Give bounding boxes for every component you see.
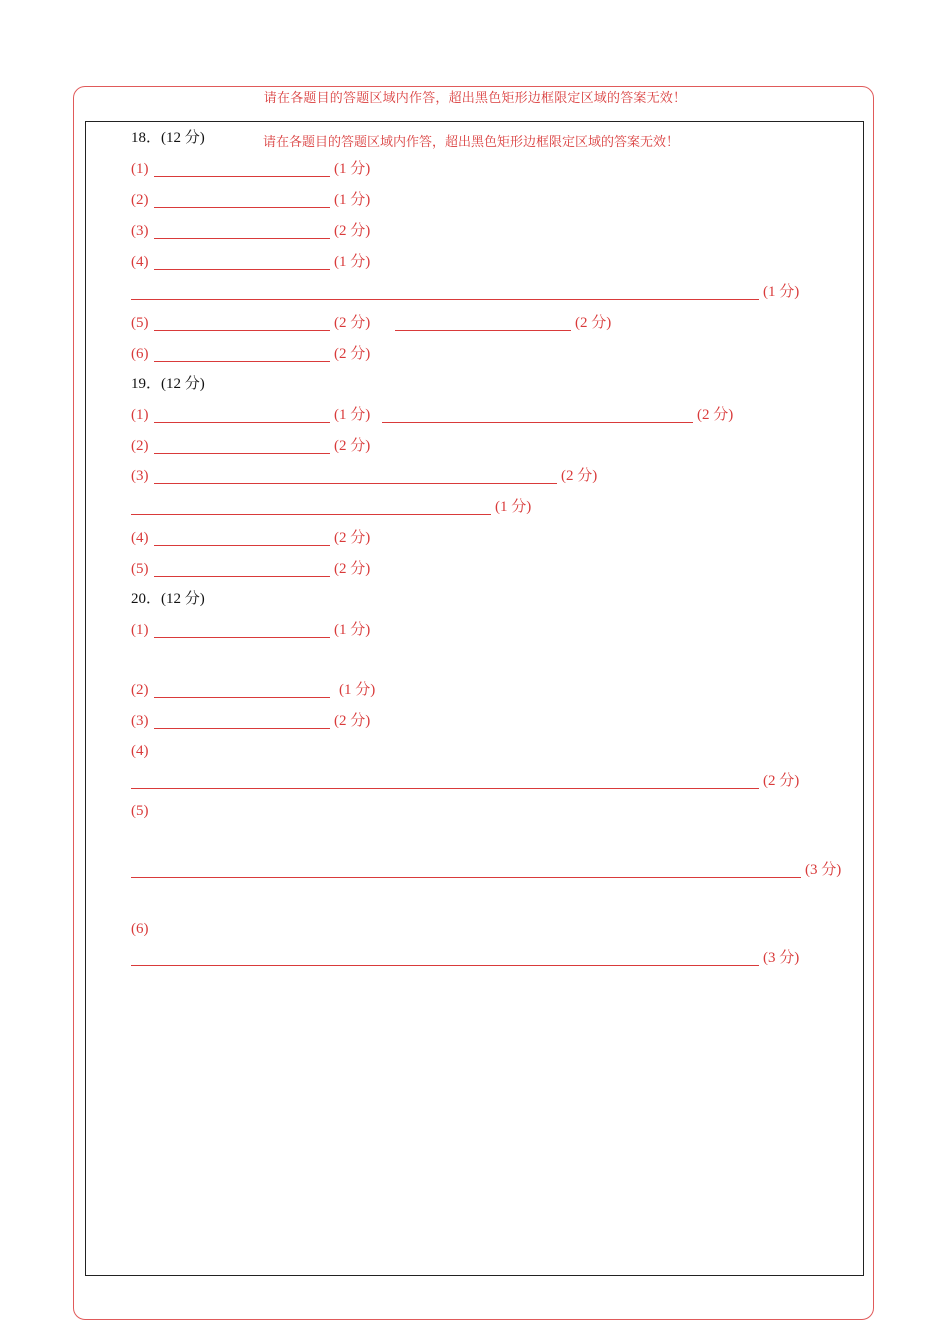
q19-part5-label: (5)	[131, 561, 149, 577]
q20-part4-score: (2 分)	[763, 773, 800, 789]
q20-part1-score: (1 分)	[334, 622, 371, 638]
q18-part5-label: (5)	[131, 315, 149, 331]
q18-part4-answer-line[interactable]	[154, 269, 330, 270]
q18-part1-label: (1)	[131, 161, 149, 177]
q18-part4-score: (1 分)	[334, 254, 371, 270]
q18-part2-label: (2)	[131, 192, 149, 208]
q19-part2-score: (2 分)	[334, 438, 371, 454]
q20-part6-label: (6)	[131, 921, 149, 937]
q18-part1-answer-line[interactable]	[154, 176, 330, 177]
q19-part3-score-a: (2 分)	[561, 468, 598, 484]
q19-title: 19．(12 分)	[131, 376, 205, 392]
q20-part2-answer-line[interactable]	[154, 697, 330, 698]
q20-part2-label: (2)	[131, 682, 149, 698]
q19-part4-answer-line[interactable]	[154, 545, 330, 546]
q18-part4-long-score: (1 分)	[763, 284, 800, 300]
q18-part6-label: (6)	[131, 346, 149, 362]
q18-part3-label: (3)	[131, 223, 149, 239]
q19-part1-answer-line-a[interactable]	[154, 422, 330, 423]
q18-part6-answer-line[interactable]	[154, 361, 330, 362]
q20-part2-score: (1 分)	[339, 682, 376, 698]
q18-part6-score: (2 分)	[334, 346, 371, 362]
q18-part4-label: (4)	[131, 254, 149, 270]
q20-part1-label: (1)	[131, 622, 149, 638]
q18-part4-long-answer-line[interactable]	[131, 299, 759, 300]
q19-part4-label: (4)	[131, 530, 149, 546]
q19-part3-label: (3)	[131, 468, 149, 484]
q19-part1-label: (1)	[131, 407, 149, 423]
q20-part3-answer-line[interactable]	[154, 728, 330, 729]
q19-part3-second-answer-line[interactable]	[131, 514, 491, 515]
q19-part4-score: (2 分)	[334, 530, 371, 546]
q18-part3-score: (2 分)	[334, 223, 371, 239]
q20-part6-answer-line[interactable]	[131, 965, 759, 966]
q20-part3-score: (2 分)	[334, 713, 371, 729]
answer-region-border	[85, 121, 864, 1276]
top-notice: 请在各题目的答题区域内作答，超出黑色矩形边框限定区域的答案无效！	[263, 90, 687, 105]
q20-part4-answer-line[interactable]	[131, 788, 759, 789]
q20-part1-answer-line[interactable]	[154, 637, 330, 638]
q19-part5-answer-line[interactable]	[154, 576, 330, 577]
q19-part2-answer-line[interactable]	[154, 453, 330, 454]
q20-part3-label: (3)	[131, 713, 149, 729]
q18-part5-score-b: (2 分)	[575, 315, 612, 331]
q18-part2-answer-line[interactable]	[154, 207, 330, 208]
q19-part1-score-b: (2 分)	[697, 407, 734, 423]
q20-part5-answer-line[interactable]	[131, 877, 801, 878]
q19-part1-answer-line-b[interactable]	[382, 422, 693, 423]
q19-part3-answer-line[interactable]	[154, 483, 557, 484]
q18-part2-score: (1 分)	[334, 192, 371, 208]
region-notice: 请在各题目的答题区域内作答，超出黑色矩形边框限定区域的答案无效！	[263, 134, 680, 149]
q20-part5-label: (5)	[131, 803, 149, 819]
q18-part1-score: (1 分)	[334, 161, 371, 177]
q18-part5-answer-line-b[interactable]	[395, 330, 571, 331]
q18-part3-answer-line[interactable]	[154, 238, 330, 239]
q19-part1-score-a: (1 分)	[334, 407, 371, 423]
q18-title: 18．(12 分)	[131, 130, 205, 146]
q19-part3-score-b: (1 分)	[495, 499, 532, 515]
q20-part6-score: (3 分)	[763, 950, 800, 966]
q19-part5-score: (2 分)	[334, 561, 371, 577]
q20-title: 20．(12 分)	[131, 591, 205, 607]
q20-part5-score: (3 分)	[805, 862, 842, 878]
q18-part5-answer-line-a[interactable]	[154, 330, 330, 331]
q19-part2-label: (2)	[131, 438, 149, 454]
q20-part4-label: (4)	[131, 743, 149, 759]
q18-part5-score-a: (2 分)	[334, 315, 371, 331]
